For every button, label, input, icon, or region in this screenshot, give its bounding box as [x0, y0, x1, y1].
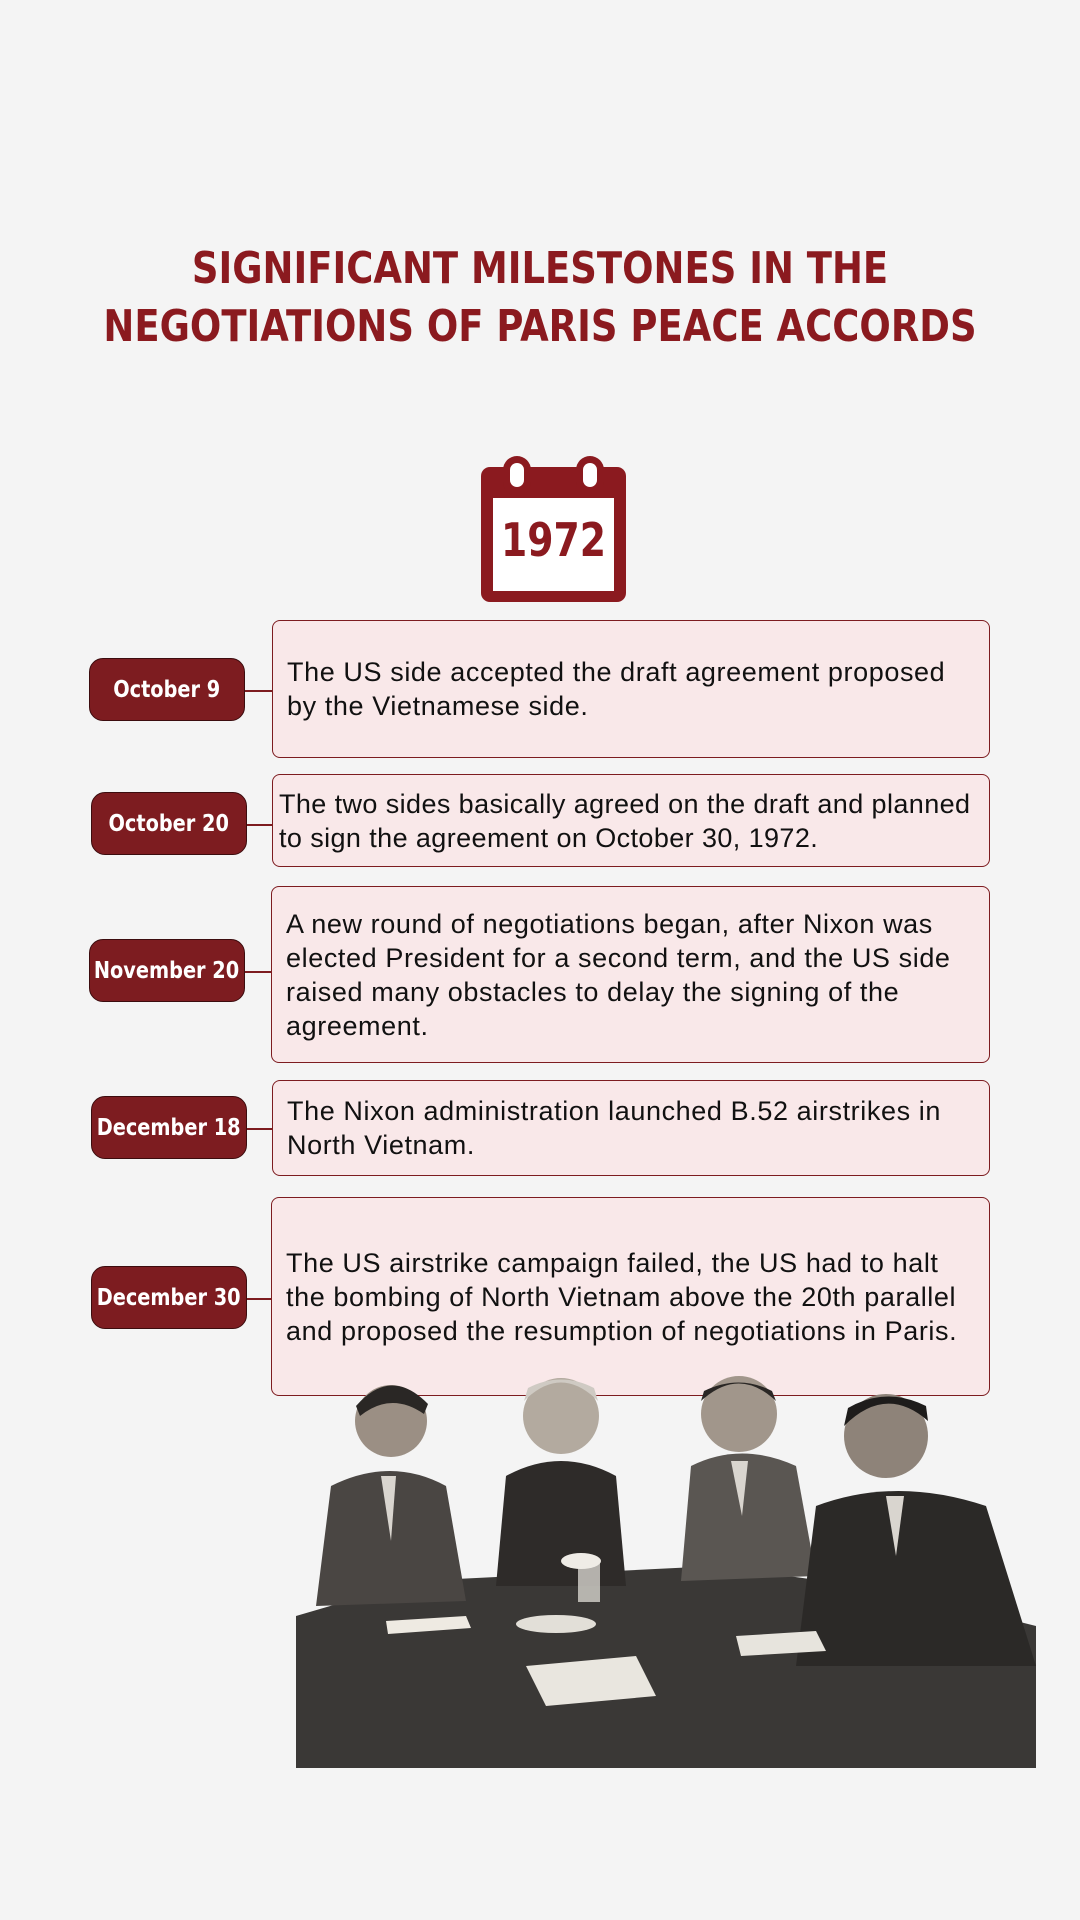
milestone-card-2 [272, 774, 990, 867]
milestone-date-november-20: November 20 [89, 939, 245, 1002]
milestone-date-december-18: December 18 [91, 1096, 247, 1159]
connector-line [245, 690, 272, 692]
negotiation-photo [296, 1366, 1036, 1768]
milestone-text: The Nixon administration launched B.52 airstrikes in North Vietnam. [287, 1096, 942, 1160]
milestone-date-october-20: October 20 [91, 792, 247, 855]
title-line-1: SIGNIFICANT MILESTONES IN THE [191, 243, 889, 294]
milestone-date-december-30: December 30 [91, 1266, 247, 1329]
milestone-date-october-9: October 9 [89, 658, 245, 721]
page-title [86, 240, 993, 356]
milestone-card-3 [271, 886, 990, 1063]
connector-line [247, 1298, 271, 1300]
milestone-card-1 [272, 620, 990, 758]
milestone-text: A new round of negotiations began, after Nixon was elected President for a second term, and the US side raised many obstacles to delay the signing of the agreement. [286, 908, 951, 1041]
calendar-icon [481, 456, 626, 602]
calendar-year: 1972 [501, 513, 606, 567]
connector-line [245, 971, 271, 973]
milestone-text: The US side accepted the draft agreement proposed by the Vietnamese side. [287, 657, 946, 721]
connector-line [247, 1128, 272, 1130]
milestone-text: The two sides basically agreed on the draft and planned to sign the agreement on October 30, 1972. [279, 788, 971, 853]
milestone-text: The US airstrike campaign failed, the US had to halt the bombing of North Vietnam above the 20th parallel and proposed the resumption of negotiations in Paris. [286, 1247, 958, 1346]
connector-line [247, 824, 272, 826]
title-line-2: NEGOTIATIONS OF PARIS PEACE ACCORDS [103, 301, 977, 352]
milestone-card-4 [272, 1080, 990, 1176]
